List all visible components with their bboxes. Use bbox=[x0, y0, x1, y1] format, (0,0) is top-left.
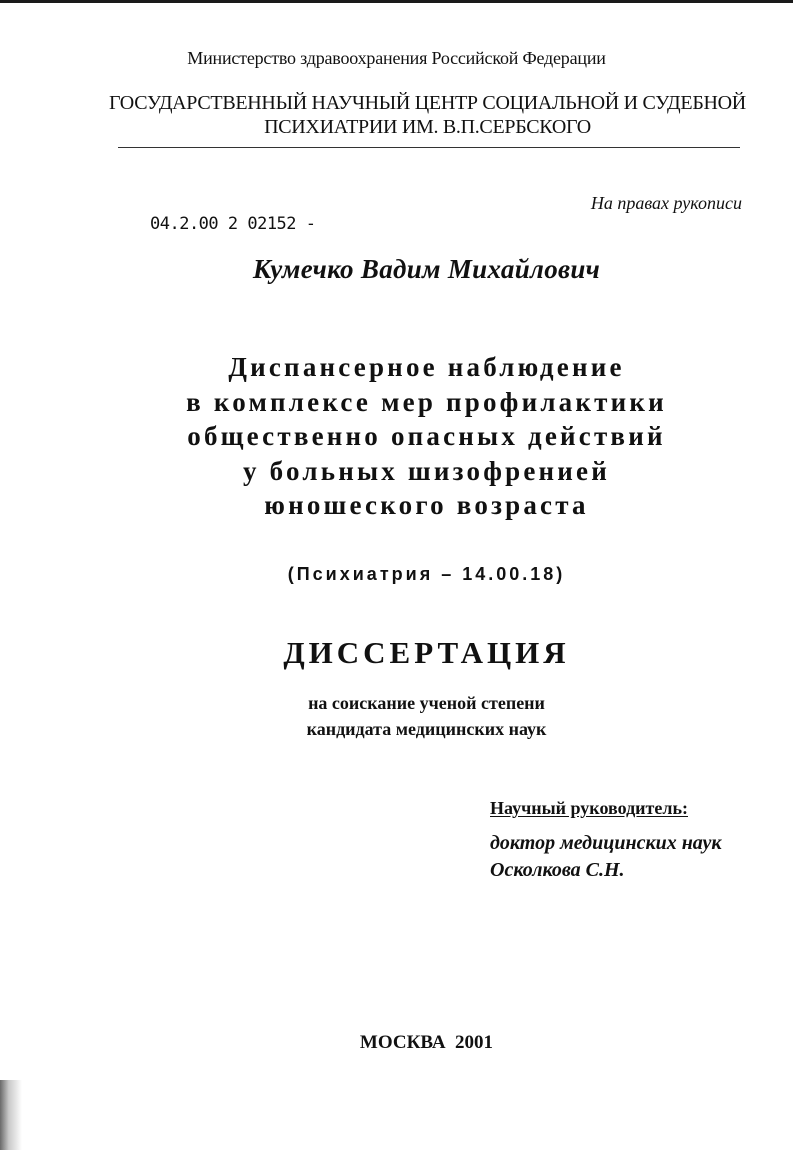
scan-top-border bbox=[0, 0, 793, 3]
registration-stamp: 04.2.00 2 02152 - bbox=[150, 214, 316, 234]
specialty-code: (Психиатрия – 14.00.18) bbox=[287, 564, 566, 584]
title-line: в комплексе мер профилактики bbox=[186, 386, 667, 417]
degree-line-1: на соискание ученой степени bbox=[308, 693, 545, 713]
degree-sought bbox=[0, 690, 793, 742]
author-name: Кумечко Вадим Михайлович bbox=[252, 254, 601, 284]
title-line: юношеского возраста bbox=[264, 490, 589, 520]
dissertation-title bbox=[0, 350, 793, 523]
institution-name bbox=[100, 91, 755, 139]
header-divider bbox=[118, 147, 740, 148]
title-line: Диспансерное наблюдение bbox=[228, 352, 625, 382]
manuscript-note: На правах рукописи bbox=[590, 193, 742, 213]
title-line: общественно опасных действий bbox=[187, 421, 666, 451]
institution-line-1: ГОСУДАРСТВЕННЫЙ НАУЧНЫЙ ЦЕНТР СОЦИАЛЬНОЙ И СУДЕБНОЙ bbox=[109, 92, 746, 114]
advisor-block bbox=[490, 830, 722, 884]
document-type: ДИССЕРТАЦИЯ bbox=[283, 635, 570, 670]
scan-left-shadow bbox=[0, 1080, 22, 1150]
advisor-title: доктор медицинских наук bbox=[490, 832, 722, 854]
degree-line-2: кандидата медицинских наук bbox=[306, 719, 547, 739]
ministry-name: Министерство здравоохранения Российской Федерации bbox=[187, 48, 606, 68]
advisor-label: Научный руководитель: bbox=[490, 798, 688, 818]
advisor-name: Осколкова С.Н. bbox=[490, 859, 625, 881]
institution-line-2: ПСИХИАТРИИ ИМ. В.П.СЕРБСКОГО bbox=[264, 116, 591, 138]
city-year: МОСКВА 2001 bbox=[359, 1032, 494, 1053]
title-line: у больных шизофренией bbox=[243, 455, 610, 486]
